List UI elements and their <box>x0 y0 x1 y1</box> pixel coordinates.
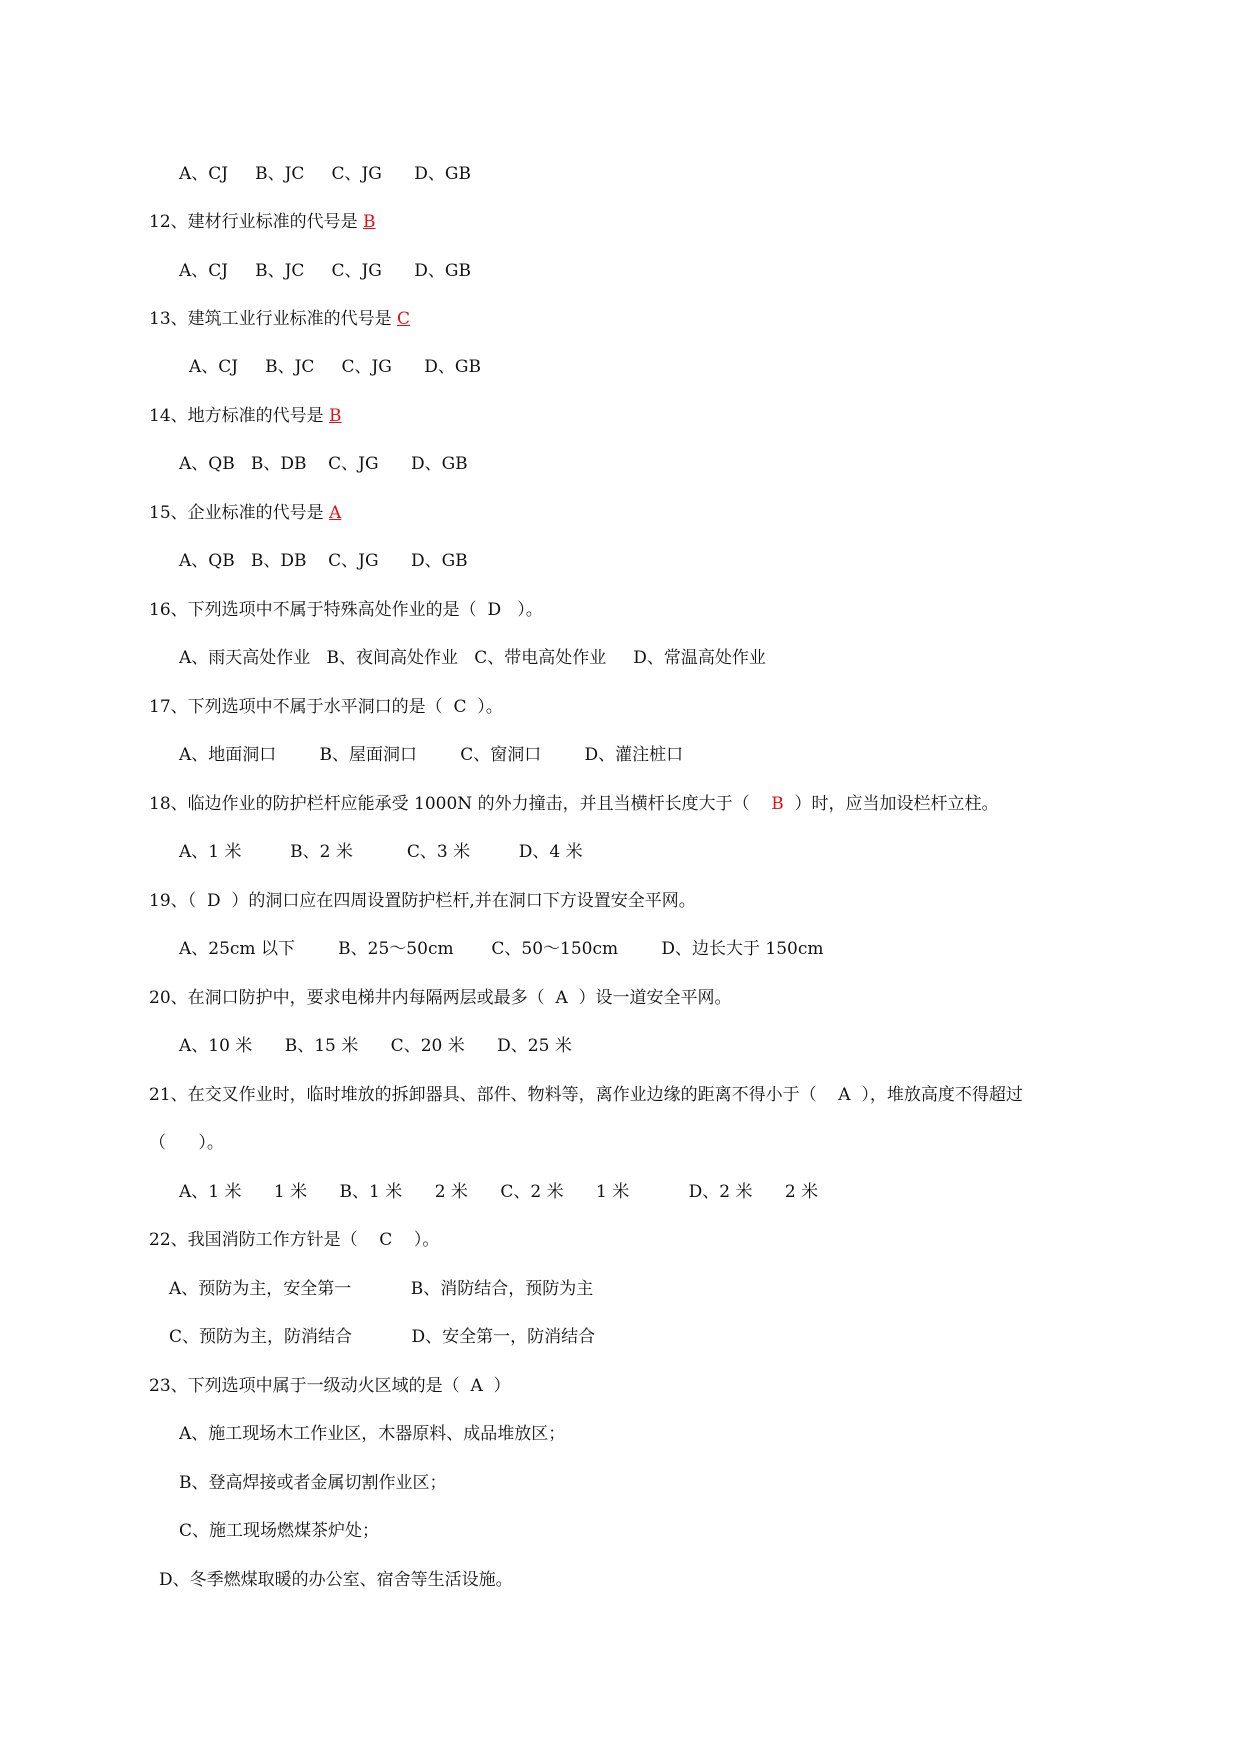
options-13: A、CJ B、JC C、JG D、GB <box>189 357 481 377</box>
options-22-row1: A、预防为主，安全第一 B、消防结合，预防为主 <box>169 1279 594 1299</box>
answer-14: B <box>329 406 342 426</box>
options-16: A、雨天高处作业 B、夜间高处作业 C、带电高处作业 D、常温高处作业 <box>179 648 766 668</box>
question-23: 23、下列选项中属于一级动火区域的是（ A ） <box>149 1376 511 1396</box>
question-12 <box>149 211 376 233</box>
question-15 <box>149 502 341 524</box>
question-19: 19、（ D ）的洞口应在四周设置防护栏杆,并在洞口下方设置安全平网。 <box>149 891 696 911</box>
question-22: 22、我国消防工作方针是（ C ）。 <box>149 1230 440 1250</box>
option-23-c: C、施工现场燃煤茶炉处； <box>179 1521 380 1541</box>
options-19: A、25cm 以下 B、25～50cm C、50～150cm D、边长大于 150cm <box>179 939 824 959</box>
option-23-b: B、登高焊接或者金属切割作业区； <box>179 1473 447 1493</box>
question-21-continued: （ ）。 <box>149 1133 224 1153</box>
options-21: A、1 米 1 米 B、1 米 2 米 C、2 米 1 米 D、2 米 2 米 <box>179 1182 819 1202</box>
question-18-text-b: ）时，应当加设栏杆立柱。 <box>783 794 999 814</box>
options-11: A、CJ B、JC C、JG D、GB <box>179 164 471 184</box>
question-15-text: 15、企业标准的代号是 <box>149 503 330 523</box>
question-12-text: 12、建材行业标准的代号是 <box>149 212 364 232</box>
options-15: A、QB B、DB C、JG D、GB <box>179 551 468 571</box>
answer-13: C <box>397 309 411 329</box>
options-18: A、1 米 B、2 米 C、3 米 D、4 米 <box>179 842 583 862</box>
options-17: A、地面洞口 B、屋面洞口 C、窗洞口 D、灌注桩口 <box>179 745 684 765</box>
question-13 <box>149 308 410 330</box>
question-18-text-a: 18、临边作业的防护栏杆应能承受 1000N 的外力撞击，并且当横杆长度大于（ <box>149 794 772 814</box>
answer-18: B <box>771 794 784 814</box>
options-20: A、10 米 B、15 米 C、20 米 D、25 米 <box>179 1036 572 1056</box>
options-22-row2: C、预防为主，防消结合 D、安全第一，防消结合 <box>169 1327 596 1347</box>
question-18 <box>149 793 999 815</box>
question-14-text: 14、地方标准的代号是 <box>149 406 330 426</box>
question-16: 16、下列选项中不属于特殊高处作业的是（ D ）。 <box>149 600 543 620</box>
question-20: 20、在洞口防护中，要求电梯井内每隔两层或最多（ A ）设一道安全平网。 <box>149 988 732 1008</box>
answer-15: A <box>329 503 342 523</box>
options-12: A、CJ B、JC C、JG D、GB <box>179 261 471 281</box>
options-14: A、QB B、DB C、JG D、GB <box>179 454 468 474</box>
option-23-a: A、施工现场木工作业区，木器原料、成品堆放区； <box>179 1424 566 1444</box>
option-23-d: D、冬季燃煤取暖的办公室、宿舍等生活设施。 <box>159 1570 513 1590</box>
answer-12: B <box>363 212 376 232</box>
question-17: 17、下列选项中不属于水平洞口的是（ C ）。 <box>149 697 503 717</box>
question-14 <box>149 405 342 427</box>
question-21: 21、在交叉作业时，临时堆放的拆卸器具、部件、物料等，离作业边缘的距离不得小于（ A ），堆放高度不得超过 <box>149 1085 1023 1105</box>
question-13-text: 13、建筑工业行业标准的代号是 <box>149 309 398 329</box>
